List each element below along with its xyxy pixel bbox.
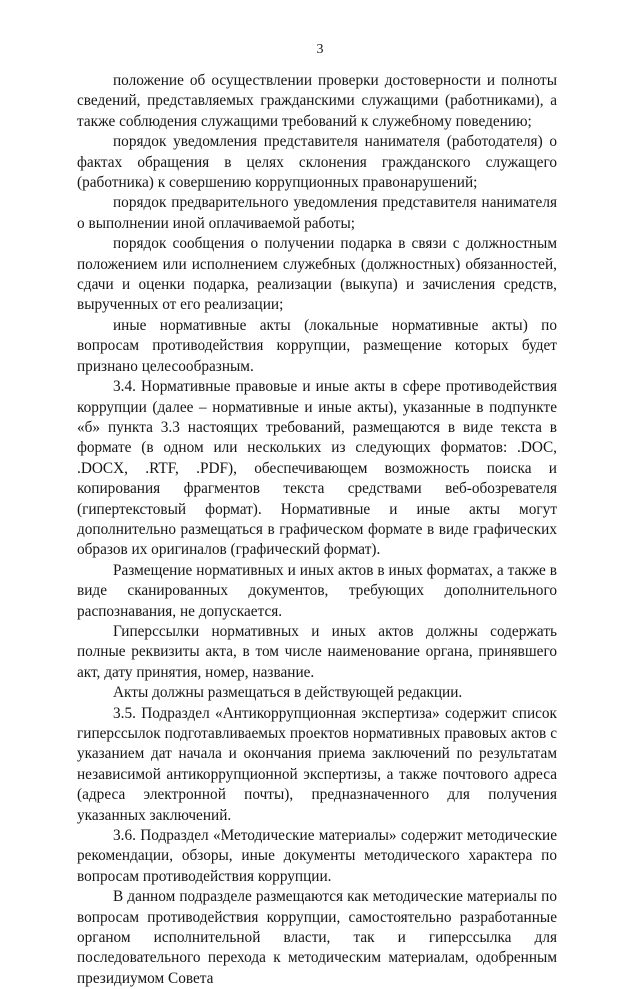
paragraph-gift-procedure: порядок сообщения о получении подарка в связи с должностным положением или исполнением служебных (должностных) обязанностей, сдачи и оценки подарка, реализации (выкупа) и зачисления средств, вырученных от его реализации; <box>77 235 557 314</box>
paragraph-methodical-materials: В данном подразделе размещаются как методические материалы по вопросам противодействия коррупции, самостоятельно разработанные органом исполнительной власти, так и гиперссылка для последовательного перехода к методическим материалам, одобренным президиумом Совета <box>77 888 557 987</box>
paragraph-section-3-4: 3.4. Нормативные правовые и иные акты в сфере противодействия коррупции (далее – нормативные и иные акты), указанные в подпункте «б» пункта 3.3 настоящих требований, размещаются в виде текста в формате (в одном или нескольких из следующих форматов: .DOC, .DOCX, .RTF, .PDF), обеспечивающем возможность поиска и копирования фрагментов текста средствами веб-обозревателя (гипертекстовый формат). Нормативные и иные акты могут дополнительно размещаться в графическом формате в виде графических образов их оригиналов (графический формат). <box>77 378 557 559</box>
paragraph-section-3-6: 3.6. Подраздел «Методические материалы» содержит методические рекомендации, обзоры, иные документы методического характера по вопросам противодействия коррупции. <box>77 827 557 885</box>
page-number: 3 <box>316 42 324 57</box>
paragraph-section-3-5: 3.5. Подраздел «Антикоррупционная экспертиза» содержит список гиперссылок подготавливаемых проектов нормативных правовых актов с указанием дат начала и окончания приема заключений по результатам независимой антикоррупционной экспертизы, а также почтового адреса (адреса электронной почты), предназначенного для получения указанных заключений. <box>77 704 557 824</box>
paragraph-notification-procedure: порядок уведомления представителя нанимателя (работодателя) о фактах обращения в целях склонения гражданского служащего (работника) к совершению коррупционных правонарушений; <box>77 133 557 192</box>
paragraph-other-normative-acts: иные нормативные акты (локальные нормативные акты) по вопросам противодействия коррупции, размещение которых будет признано целесообразным. <box>77 316 557 375</box>
paragraph-other-paid-work: порядок предварительного уведомления представителя нанимателя о выполнении иной оплачиваемой работы; <box>77 194 557 232</box>
paragraph-current-edition: Акты должны размещаться в действующей редакции. <box>113 684 463 702</box>
paragraph-hyperlinks: Гиперссылки нормативных и иных актов должны содержать полные реквизиты акта, в том числе наименование органа, принявшего акт, дату принятия, номер, название. <box>77 622 557 681</box>
document-body <box>77 71 557 989</box>
paragraph-other-formats: Размещение нормативных и иных актов в иных форматах, а также в виде сканированных документов, требующих дополнительного распознавания, не допускается. <box>77 561 557 620</box>
paragraph-verification-regulation: положение об осуществлении проверки достоверности и полноты сведений, представляемых гражданскими служащими (работниками), а также соблюдения служащими требований к служебному поведению; <box>77 72 557 130</box>
